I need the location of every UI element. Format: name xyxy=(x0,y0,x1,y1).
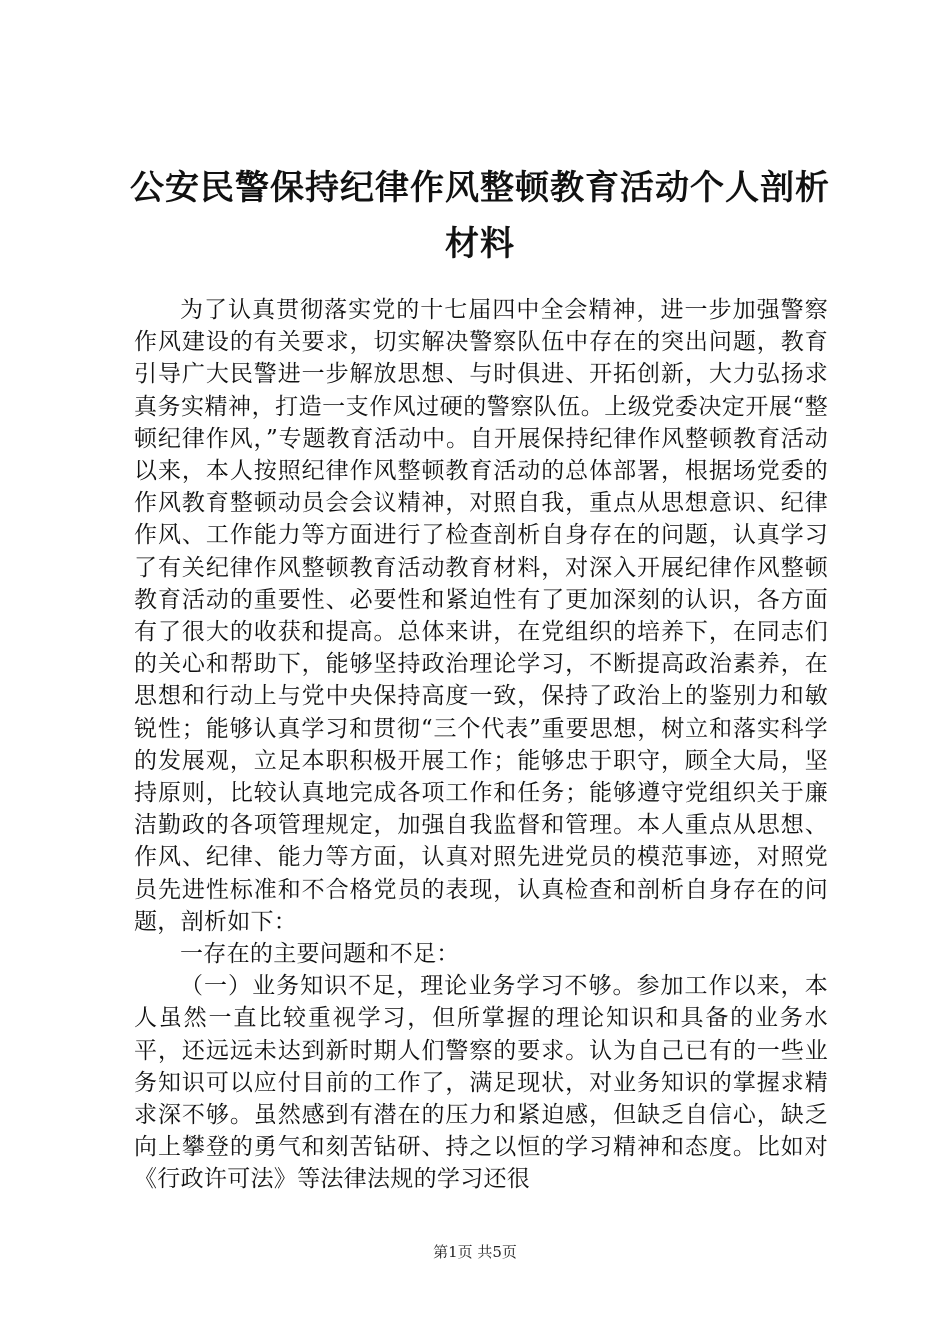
paragraph-problem-1: （一）业务知识不足，理论业务学习不够。参加工作以来，本人虽然一直比较重视学习，但所掌握的理论知识和具备的业务水平，还远远未达到新时期人们警察的要求。认为自己已有的一些业务知识可以应付目前的工作了，满足现状，对业务知识的掌握求精求深不够。虽然感到有潜在的压力和紧迫感，但缺乏自信心，缺乏向上攀登的勇气和刻苦钻研、持之以恒的学习精神和态度。比如对《行政许可法》等法律法规的学习还很 xyxy=(134,973,828,1193)
document-body xyxy=(134,294,828,1196)
paragraph-section-heading: 一存在的主要问题和不足： xyxy=(180,941,460,968)
title-line-2: 材料 xyxy=(445,224,515,264)
title-line-1: 公安民警保持纪律作风整顿教育活动个人剖析 xyxy=(130,168,830,208)
page-title xyxy=(110,160,850,272)
page-footer: 第1页 共5页 xyxy=(433,1243,517,1261)
paragraph-intro: 为了认真贯彻落实党的十七届四中全会精神，进一步加强警察作风建设的有关要求，切实解决警察队伍中存在的突出问题，教育引导广大民警进一步解放思想、与时俱进、开拓创新，大力弘扬求真务实精神，打造一支作风过硬的警察队伍。上级党委决定开展“整顿纪律作风，”专题教育活动中。自开展保持纪律作风整顿教育活动以来，本人按照纪律作风整顿教育活动的总体部署，根据场党委的作风教育整顿动员会会议精神，对照自我，重点从思想意识、纪律作风、工作能力等方面进行了检查剖析自身存在的问题，认真学习了有关纪律作风整顿教育活动教育材料，对深入开展纪律作风整顿教育活动的重要性、必要性和紧迫性有了更加深刻的认识，各方面有了很大的收获和提高。总体来讲，在党组织的培养下，在同志们的关心和帮助下，能够坚持政治理论学习，不断提高政治素养，在思想和行动上与党中央保持高度一致，保持了政治上的鉴别力和敏锐性；能够认真学习和贯彻“三个代表”重要思想，树立和落实科学的发展观，立足本职积极开展工作；能够忠于职守，顾全大局，坚持原则，比较认真地完成各项工作和任务；能够遵守党组织关于廉洁勤政的各项管理规定，加强自我监督和管理。本人重点从思想、作风、纪律、能力等方面，认真对照先进党员的模范事迹，对照党员先进性标准和不合格党员的表现，认真检查和剖析自身存在的问题，剖析如下： xyxy=(134,297,828,935)
